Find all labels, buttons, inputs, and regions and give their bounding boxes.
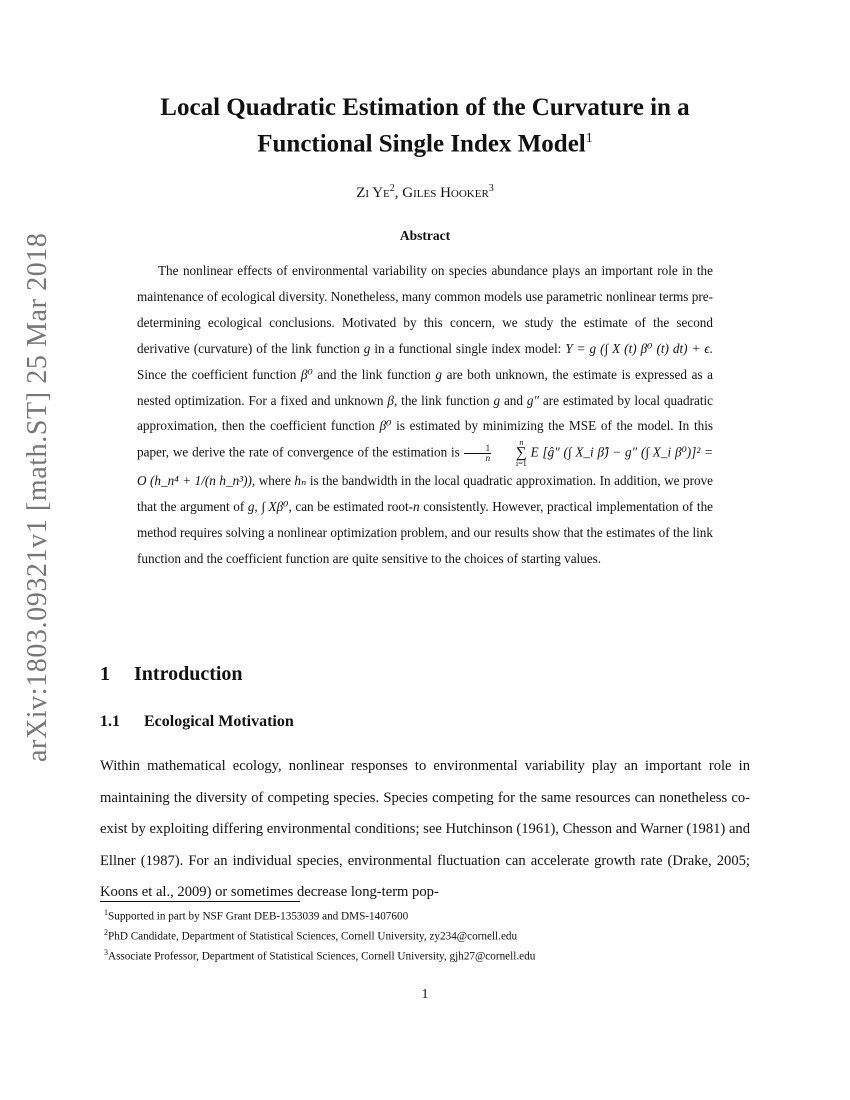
math-symbol: β⁰: [379, 418, 392, 434]
model-equation: Y = g (∫ X (t) β⁰ (t) dt) + ϵ.: [565, 340, 714, 356]
math-symbol: g: [493, 392, 501, 408]
footnote: [104, 925, 750, 945]
title-line-2: Functional Single Index Model: [257, 130, 586, 158]
footnote-text: PhD Candidate, Department of Statistical Sciences, Cornell University, zy234@cornell.edu: [108, 930, 518, 943]
abstract-text: , can be estimated root-: [288, 499, 414, 515]
abstract-body: [137, 258, 713, 572]
abstract-text: Since the coefficient function: [137, 366, 297, 382]
abstract-text: , the link function: [393, 392, 490, 408]
abstract-text: consistently. However, practical implementation of the method requires solving a nonlinear optimization problem, and our results show that the estimates of the link function and the coefficient function are quite sensitive to the choices of starting values.: [137, 499, 714, 567]
math-symbol: g″: [526, 392, 539, 408]
math-symbol: hₙ: [294, 473, 307, 489]
rate-equation: E [ĝ″ (∫ X_i β̂) − g″ (∫ X_i β⁰)]² = O (h_n⁴ + 1/(n h_n³)),: [137, 444, 714, 489]
abstract-text: The nonlinear effects of environmental variability on species abundance plays an important role in the maintenance of ecological diversity. Nonetheless, many common models use parametric nonlinear terms pre-determining ecological conclusions. Motivated by this concern, we study the estimate of the second derivative (curvature) of the link function: [137, 263, 713, 356]
author-name: Zi Ye: [356, 185, 390, 201]
title-line-1: Local Quadratic Estimation of the Curvature in a: [160, 94, 690, 121]
footnotes: [104, 905, 750, 966]
math-symbol: g: [247, 499, 255, 515]
section-heading: [100, 663, 243, 686]
subsection-heading: [100, 713, 294, 731]
section-title: Introduction: [134, 663, 243, 685]
footnote-divider: [100, 901, 300, 902]
sum-lower-limit: i=1: [516, 459, 527, 469]
section-number: 1: [100, 663, 110, 685]
author-list: [100, 183, 750, 202]
math-symbol: g: [435, 366, 442, 382]
author-separator: ,: [394, 185, 403, 201]
abstract-text: and the link function: [317, 366, 431, 382]
footnote-marker: 2: [104, 928, 108, 938]
abstract-text: in a functional single index model:: [374, 340, 562, 356]
subsection-title: Ecological Motivation: [144, 713, 294, 730]
footnote: [104, 945, 750, 965]
subsection-number: 1.1: [100, 713, 120, 730]
summation: [495, 439, 527, 468]
abstract-text: where: [258, 473, 291, 489]
abstract-heading: Abstract: [399, 228, 451, 243]
footnote: [104, 905, 750, 925]
abstract-text: is estimated by minimizing the MSE of the model. In this paper, we derive the rate of convergence of the estimation is: [137, 418, 714, 460]
math-symbol: n: [413, 499, 420, 515]
title-footnote-marker[interactable]: 1: [585, 131, 593, 146]
abstract-text: are both unknown, the estimate is expressed as a nested optimization. For a fixed and unknown: [137, 366, 714, 408]
arxiv-identifier: arXiv:1803.09321v1 [math.ST] 25 Mar 2018: [22, 232, 53, 762]
footnote-text: Associate Professor, Department of Statistical Sciences, Cornell University, gjh27@cornell.edu: [108, 951, 536, 964]
abstract-text: are estimated by local quadratic approximation, then the coefficient function: [137, 392, 714, 434]
author-name: Giles Hooker: [402, 185, 489, 201]
fraction-numerator: 1: [464, 444, 492, 454]
page-number: 1: [421, 987, 429, 1002]
footnote-text: Supported in part by NSF Grant DEB-1353039 and DMS-1407600: [108, 910, 409, 923]
footnote-marker: 3: [104, 948, 108, 958]
footnote-marker: 1: [104, 908, 108, 917]
abstract-text: and: [503, 392, 523, 408]
paper-title: [100, 92, 750, 159]
rate-fraction: [464, 444, 492, 463]
math-symbol: β⁰: [300, 366, 313, 382]
abstract-text: is the bandwidth in the local quadratic approximation. In addition, we prove that the argument of: [137, 473, 714, 515]
argument-equation: ∫ Xβ⁰: [261, 499, 289, 515]
sum-symbol: ∑: [516, 445, 527, 462]
sum-upper-limit: n: [519, 438, 524, 448]
author-footnote-marker[interactable]: 3: [488, 183, 494, 194]
author-footnote-marker[interactable]: 2: [389, 183, 395, 194]
intro-paragraph: Within mathematical ecology, nonlinear responses to environmental variability play an important role in maintaining the diversity of competing species. Species competing for the same resources can nonetheless co-exist by exploiting differing environmental conditions; see Hutchinson (1961), Chesson and Warner (1981) and Ellner (1987). For an individual species, environmental fluctuation can accelerate growth rate (Drake, 2005; Koons et al., 2009) or sometimes decrease long-term pop-: [100, 758, 751, 900]
fraction-denominator: n: [485, 453, 491, 464]
math-symbol: g: [363, 340, 371, 356]
abstract-text: ,: [254, 499, 258, 515]
math-symbol: β: [387, 392, 394, 408]
abstract-paragraph: [137, 258, 713, 572]
